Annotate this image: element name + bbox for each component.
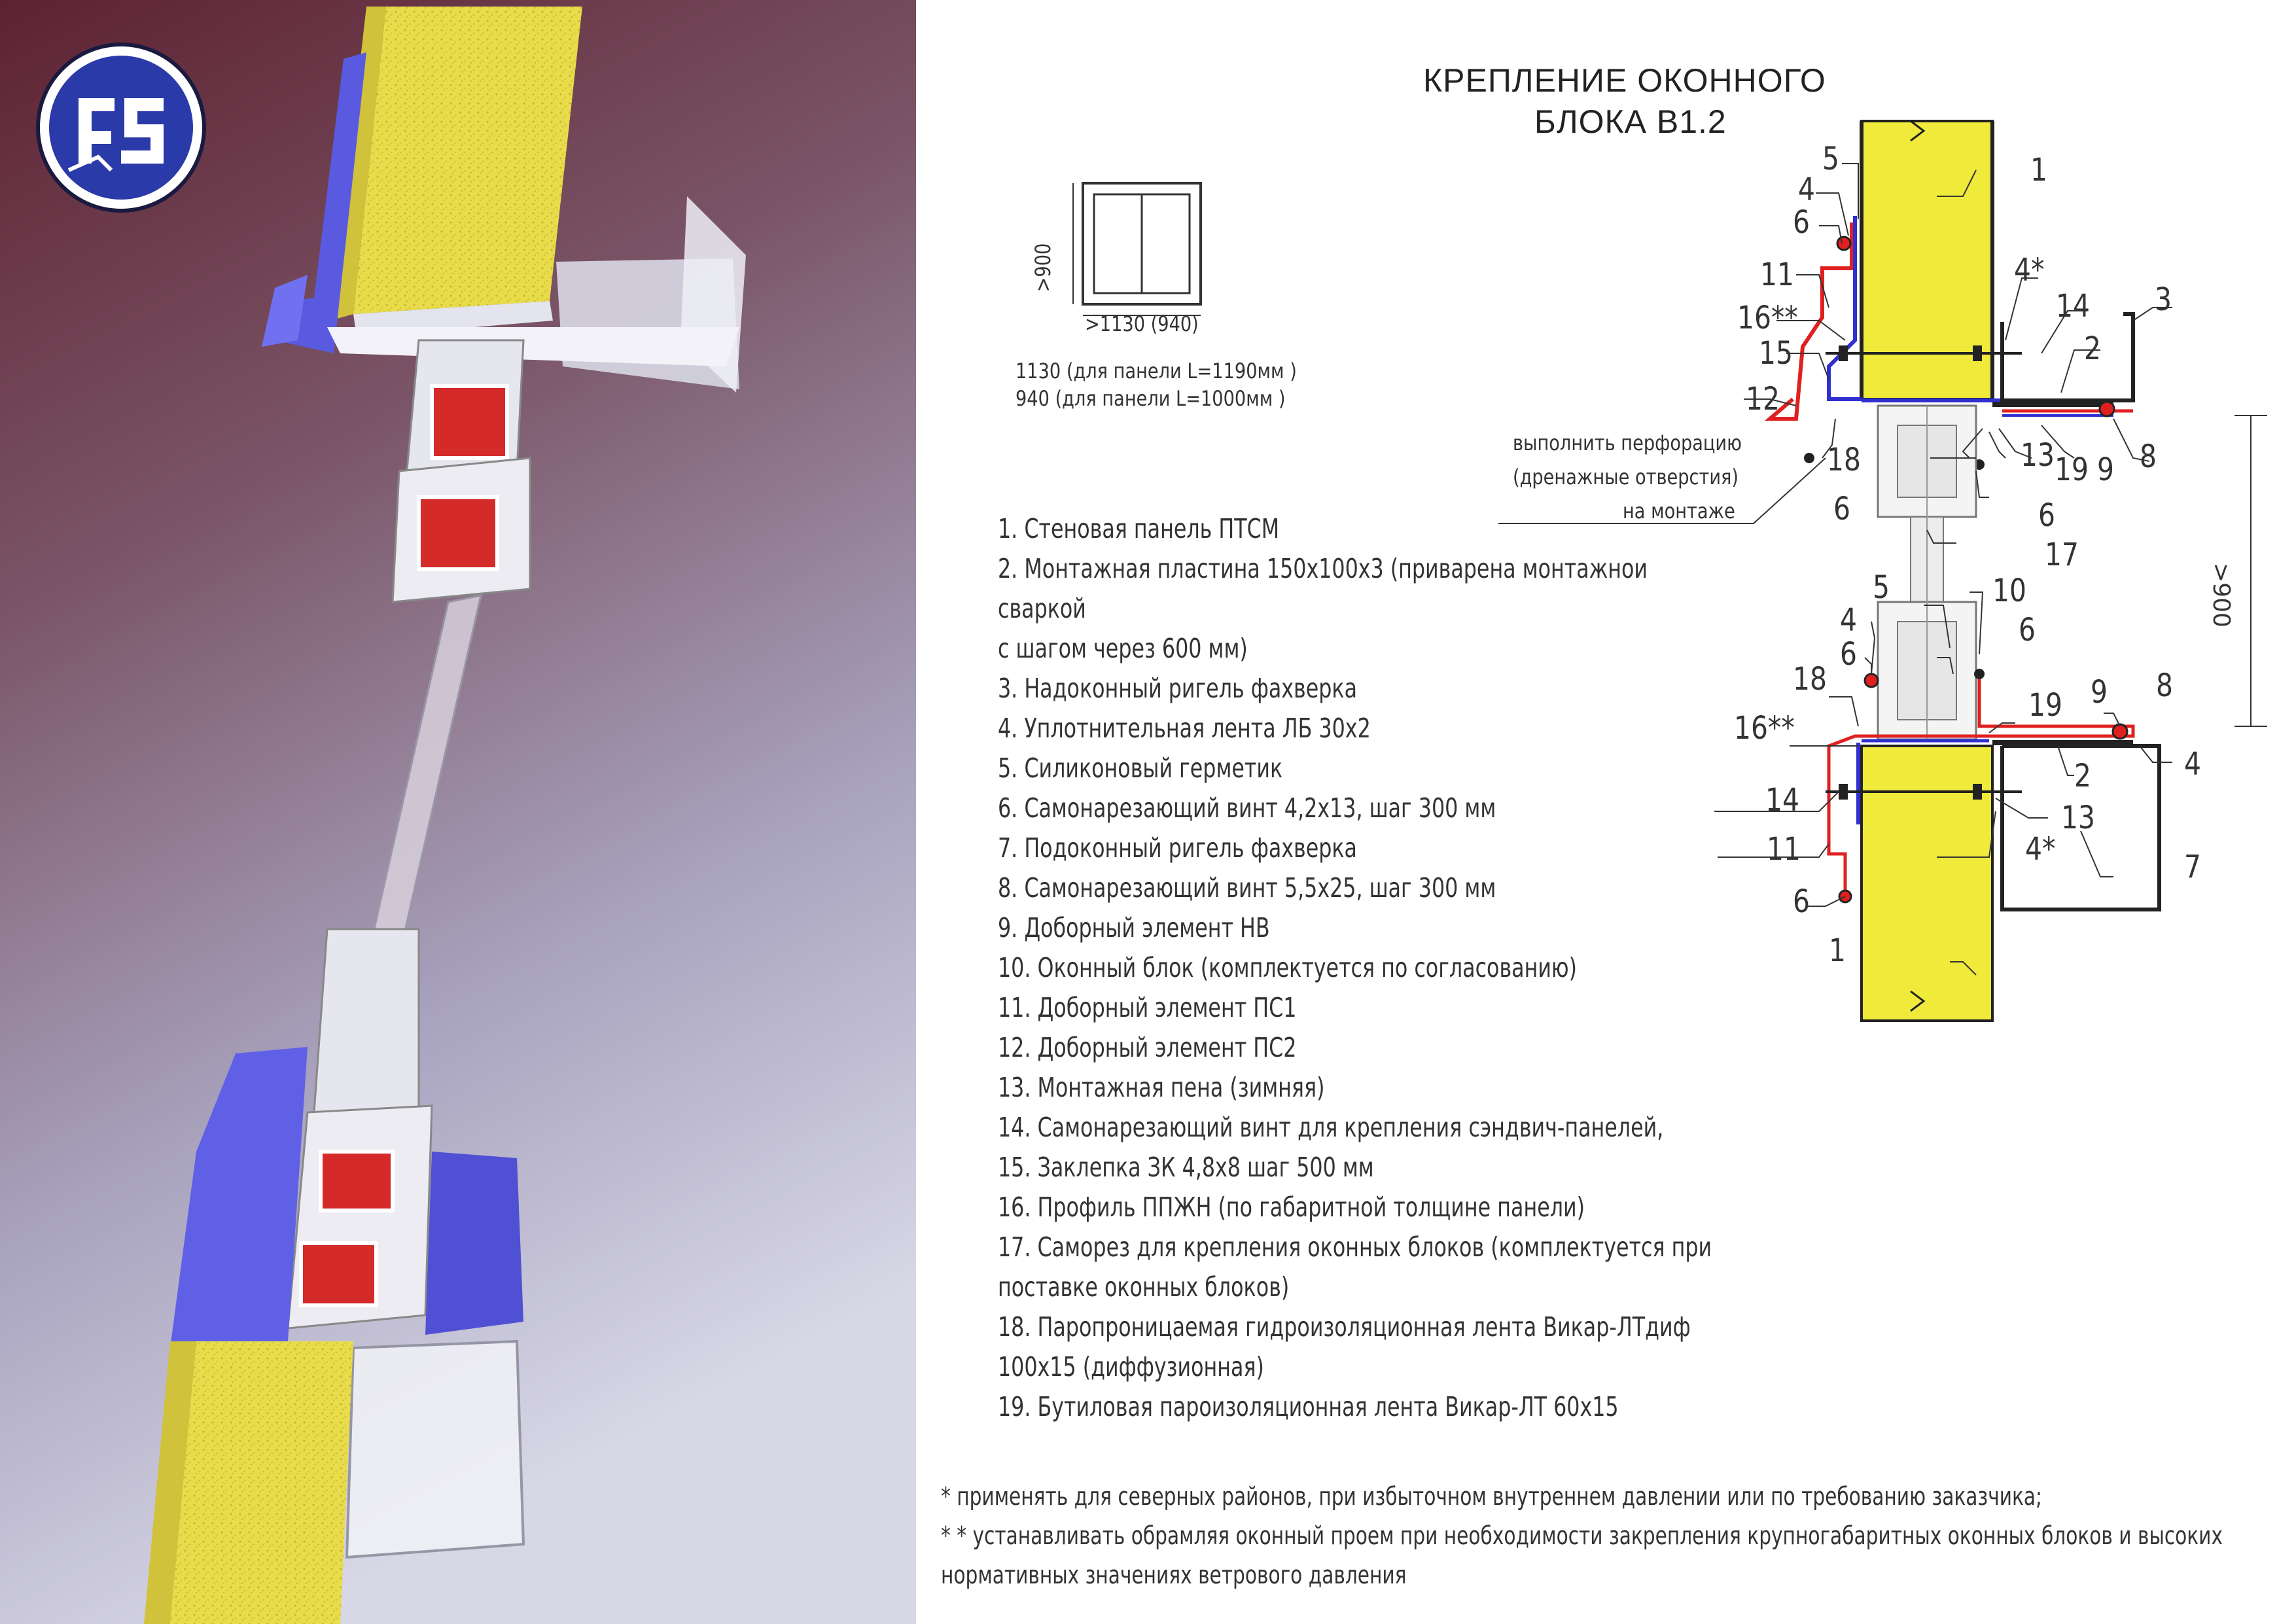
callout-12-top: 12 — [1746, 381, 1780, 417]
legend-list — [998, 509, 1783, 1427]
callout-10-bottom: 10 — [1992, 573, 2026, 609]
legend-item: 5. Силиконовый герметик — [998, 752, 1283, 784]
legend-item: 4. Уплотнительная лента ЛБ 30х2 — [998, 713, 1371, 744]
perforation-note-line2: (дренажные отверстия) — [1513, 465, 1739, 489]
callout-14-top: 14 — [2056, 288, 2090, 325]
drawing-area — [916, 0, 2296, 1624]
legend-item: 2. Монтажная пластина 150х100х3 (приварена монтажнои — [998, 553, 1648, 584]
callout-15-top: 15 — [1759, 335, 1793, 372]
callout-19-top: 19 — [2055, 451, 2089, 488]
dimension-label-900: >900 — [2208, 563, 2234, 627]
legend-item: 3. Надоконный ригель фахверка — [998, 673, 1358, 704]
callout-9-top: 9 — [2097, 451, 2114, 488]
bottom-sill-bracket — [347, 1341, 523, 1557]
callout-5-bottom: 5 — [1873, 569, 1890, 606]
legend-item: поставке оконных блоков) — [998, 1271, 1290, 1303]
drawing-title-line1: КРЕПЛЕНИЕ ОКОННОГО — [1423, 62, 1826, 99]
legend-item: 9. Доборный элемент НВ — [998, 912, 1270, 944]
legend-item: с шагом через 600 мм) — [998, 633, 1248, 664]
callout-16-top: 16** — [1737, 300, 1798, 336]
callout-4-bottom-b: 4 — [2184, 746, 2201, 783]
legend-item: 13. Монтажная пена (зимняя) — [998, 1072, 1325, 1103]
bottom-sandwich-panel — [144, 1341, 353, 1624]
header-bracket — [2002, 314, 2133, 400]
footnote-double-star-cont: нормативных значениях ветрового давления — [941, 1561, 1407, 1589]
footnote-single-star: * применять для северных районов, при избыточном внутреннем давлении или по требованию заказчика; — [941, 1482, 2043, 1511]
top-sandwich-panel — [330, 7, 582, 337]
callout-19-bottom: 19 — [2028, 687, 2062, 724]
legend-item: 11. Доборный элемент ПС1 — [998, 992, 1297, 1023]
callout-6-top-c: 6 — [2038, 497, 2055, 534]
callout-1-bottom: 1 — [1829, 932, 1846, 969]
callout-7-bottom: 7 — [2184, 849, 2201, 885]
legend-item: 12. Доборный элемент ПС2 — [998, 1032, 1297, 1063]
company-logo — [38, 44, 204, 211]
callout-5-top: 5 — [1822, 141, 1839, 177]
callout-13-top: 13 — [2021, 437, 2055, 474]
legend-item: 14. Самонарезающий винт для крепления сэндвич-панелей, — [998, 1112, 1664, 1143]
legend-item: 8. Самонарезающий винт 5,5х25, шаг 300 мм — [998, 872, 1496, 904]
frame-width-label: >1130 (940) — [1085, 311, 1199, 336]
footnote-double-star: * * устанавливать обрамляя оконный проем при необходимости закрепления крупногабаритных оконных блоков и высоких — [941, 1521, 2223, 1550]
frame-height-label: >900 — [1030, 243, 1055, 292]
callout-14-bottom: 14 — [1765, 782, 1799, 819]
legend-item: 1. Стеновая панель ПТСМ — [998, 513, 1280, 544]
callout-6-bottom-c: 6 — [1793, 883, 1810, 920]
legend-item: 19. Бутиловая пароизоляционная лента Викар-ЛТ 60х15 — [998, 1391, 1619, 1422]
callout-3-top: 3 — [2155, 281, 2172, 318]
callout-9-bottom: 9 — [2091, 674, 2108, 711]
callout-6-bottom-b: 6 — [2019, 612, 2036, 648]
legend-item: 6. Самонарезающий винт 4,2х13, шаг 300 мм — [998, 792, 1496, 824]
callout-18-bottom: 18 — [1793, 661, 1827, 697]
frame-note-1190: 1130 (для панели L=1190мм ) — [1016, 359, 1297, 383]
callout-4star-bottom: 4* — [2025, 831, 2056, 868]
callout-6-top-b: 6 — [1833, 491, 1850, 527]
render-illustration — [0, 0, 916, 1624]
callout-8-top: 8 — [2140, 438, 2157, 475]
callout-8-bottom: 8 — [2156, 667, 2173, 704]
callout-17-top: 17 — [2045, 537, 2079, 573]
legend-item: 16. Профиль ППЖН (по габаритной толщине панели) — [998, 1192, 1585, 1223]
legend-item: 100х15 (диффузионная) — [998, 1351, 1264, 1383]
legend-item: 18. Паропроницаемая гидроизоляционная лента Викар-ЛТдиф — [998, 1311, 1691, 1343]
callout-6-bottom-a: 6 — [1840, 636, 1857, 673]
callout-2-bottom: 2 — [2074, 758, 2091, 794]
callout-6-top-a: 6 — [1793, 204, 1810, 241]
drawing-title-line2: БЛОКА В1.2 — [1534, 103, 1727, 140]
callout-4-top: 4 — [1798, 171, 1815, 208]
callout-4-bottom-a: 4 — [1840, 602, 1857, 639]
legend-item: 15. Заклепка ЗК 4,8х8 шаг 500 мм — [998, 1152, 1374, 1183]
legend-item: 17. Саморез для крепления оконных блоков (комплектуется при — [998, 1231, 1712, 1263]
frame-note-1000: 940 (для панели L=1000мм ) — [1016, 386, 1286, 411]
perforation-note-line3: на монтаже — [1623, 499, 1735, 523]
perforation-note-line1: выполнить перфорацию — [1513, 431, 1742, 455]
callout-13-bottom: 13 — [2061, 800, 2095, 836]
legend-item: 7. Подоконный ригель фахверка — [998, 832, 1358, 864]
callout-11-bottom: 11 — [1767, 831, 1801, 868]
legend-item: 10. Оконный блок (комплектуется по согласованию) — [998, 952, 1578, 983]
callout-11-top: 11 — [1760, 256, 1794, 293]
callout-1-top: 1 — [2030, 152, 2047, 188]
callout-4star-top: 4* — [2014, 252, 2045, 289]
callout-16-bottom: 16** — [1734, 710, 1795, 747]
legend-item: сваркой — [998, 593, 1086, 624]
callout-2-top: 2 — [2084, 330, 2101, 367]
callout-18-top: 18 — [1827, 442, 1861, 478]
